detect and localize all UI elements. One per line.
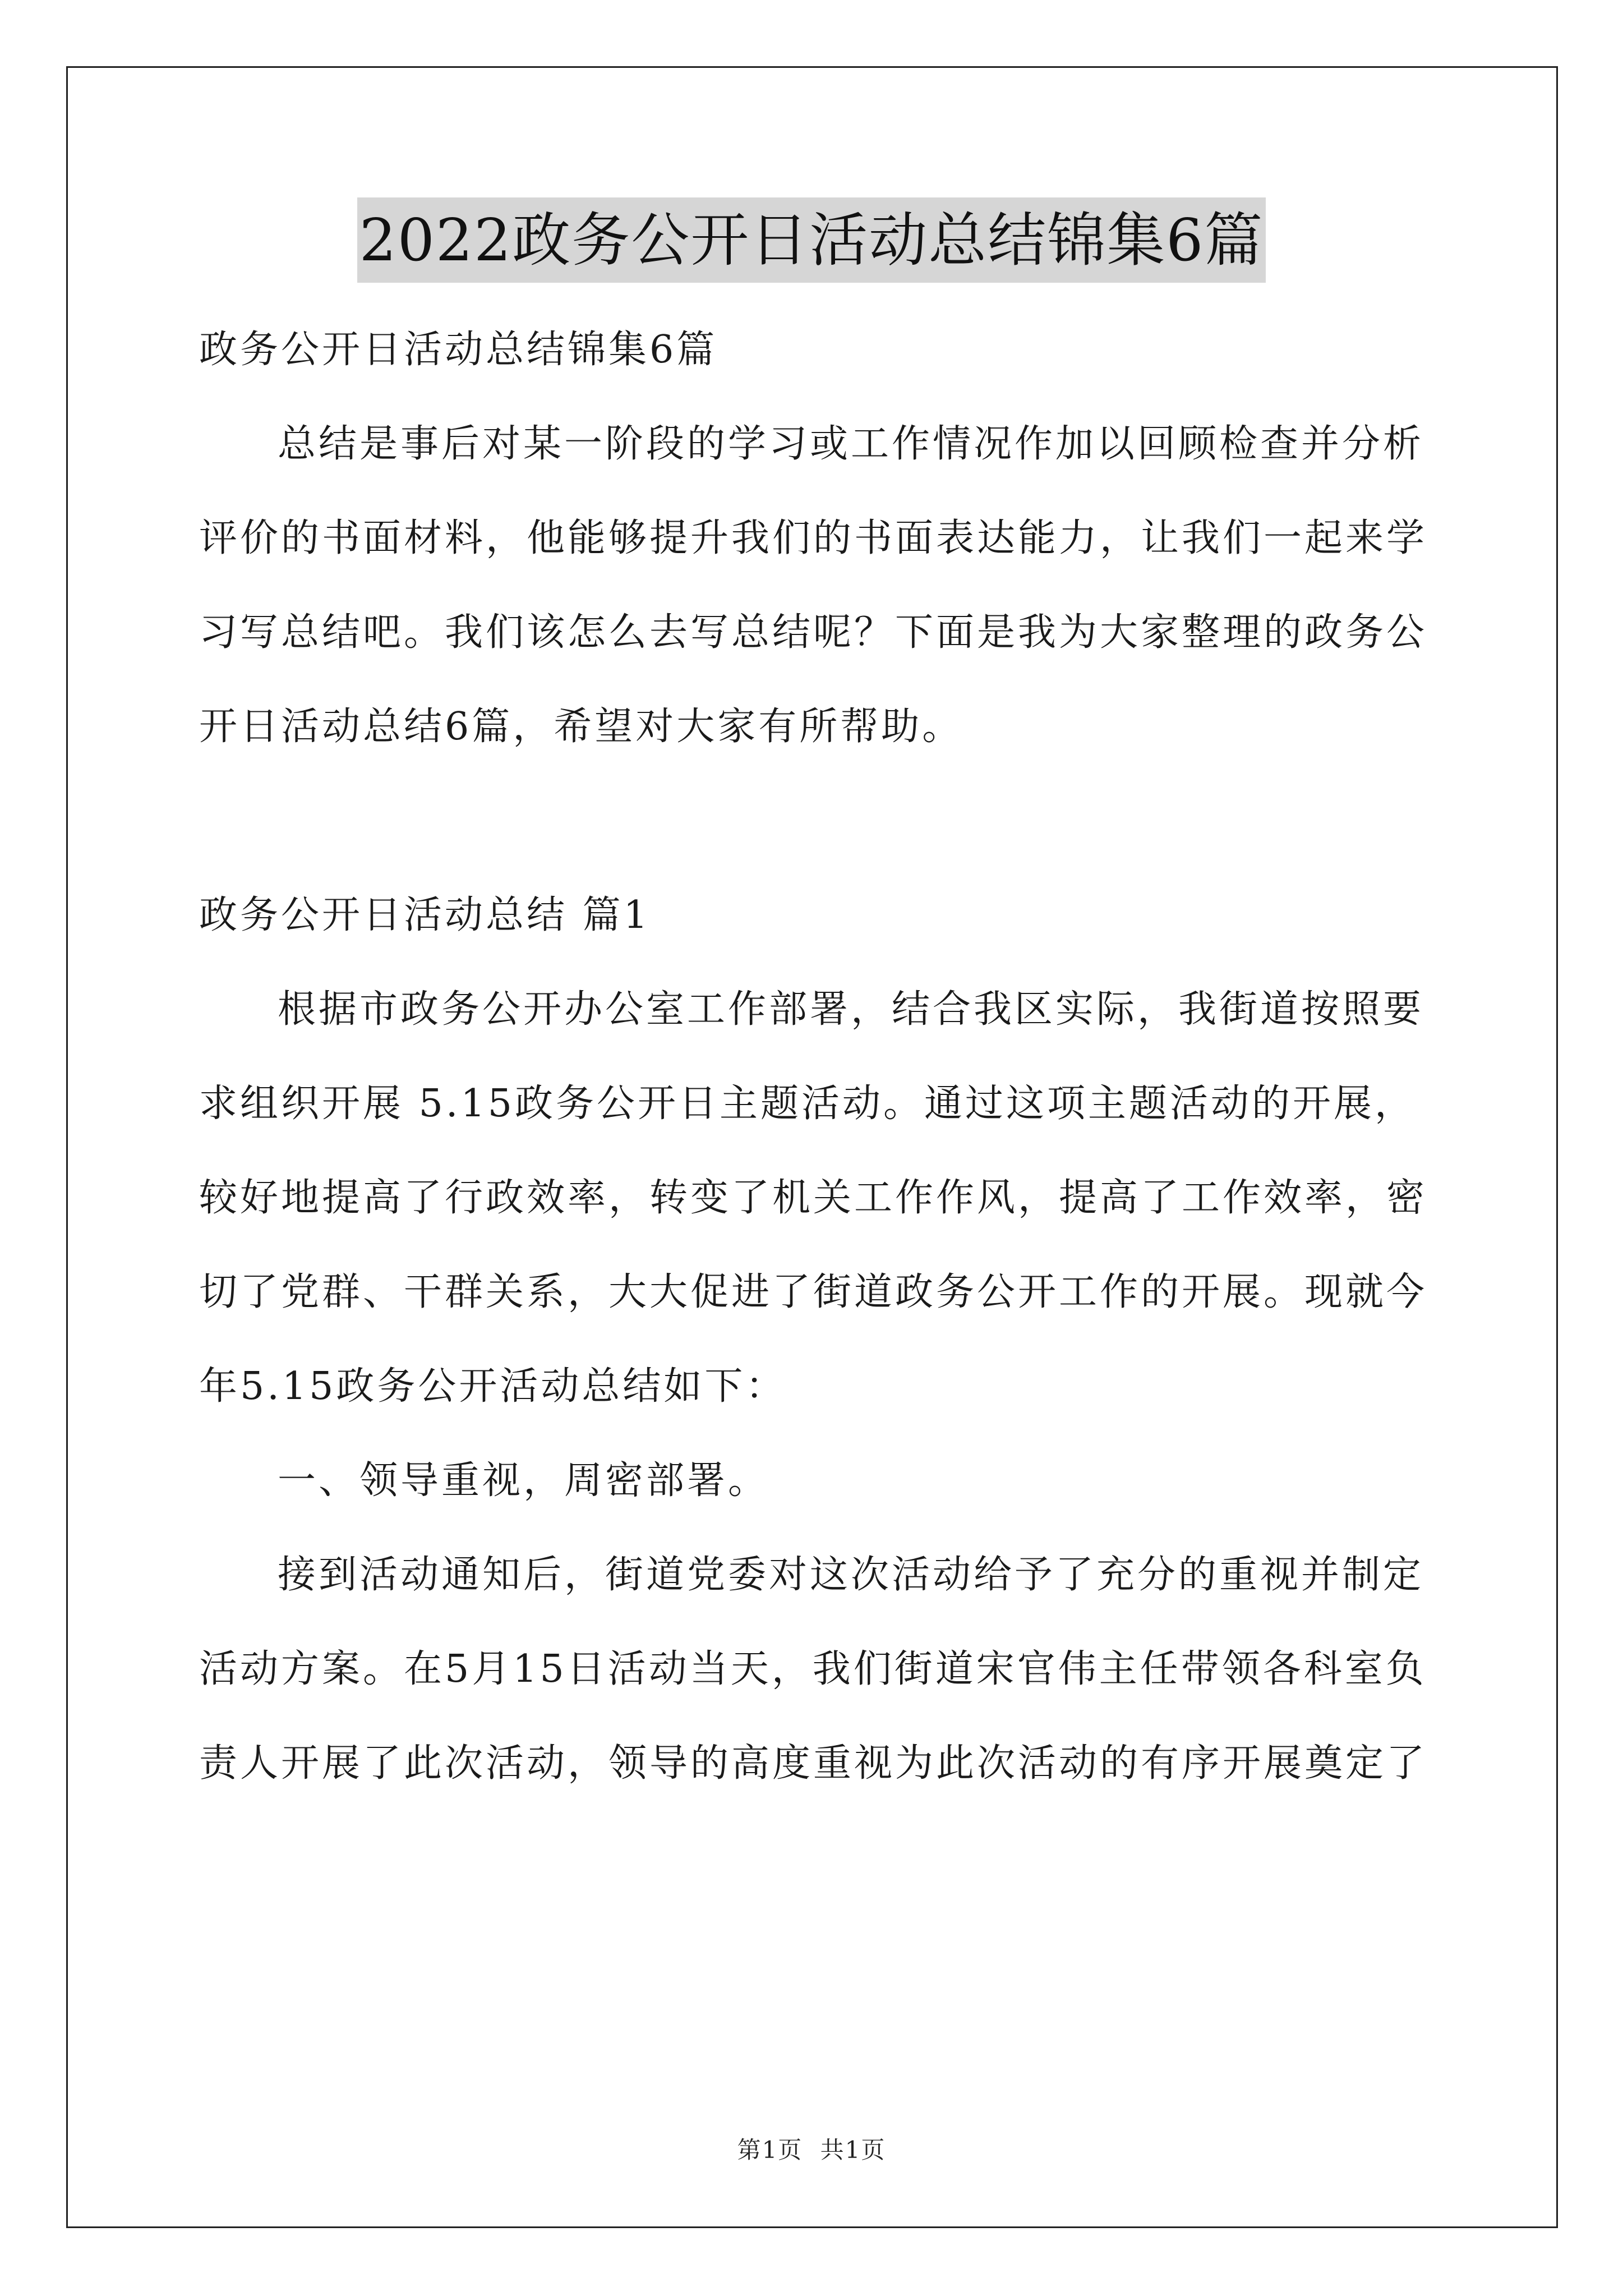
paragraph-line: 责人开展了此次活动，领导的高度重视为此次活动的有序开展奠定了 <box>199 1741 1428 1786</box>
document-subtitle: 政务公开日活动总结锦集6篇 <box>199 328 718 372</box>
paragraph-line: 活动方案。在5月15日活动当天，我们街道宋官伟主任带领各科室负 <box>199 1647 1427 1691</box>
intro-line: 开日活动总结6篇，希望对大家有所帮助。 <box>199 705 963 749</box>
total-pages: 共1页 <box>820 2136 886 2164</box>
page-number: 第1页 <box>737 2136 803 2164</box>
paragraph-line: 求组织开展 5.15政务公开日主题活动。通过这项主题活动的开展， <box>199 1082 1416 1126</box>
section-heading: 政务公开日活动总结 篇1 <box>199 893 651 937</box>
intro-line: 总结是事后对某一阶段的学习或工作情况作加以回顾检查并分析 <box>278 422 1424 466</box>
paragraph-line: 年5.15政务公开活动总结如下： <box>199 1364 787 1409</box>
title-area <box>0 197 1623 283</box>
document-title: 2022政务公开日活动总结锦集6篇 <box>357 197 1266 283</box>
point-heading: 一、领导重视，周密部署。 <box>278 1458 769 1503</box>
paragraph-line: 较好地提高了行政效率，转变了机关工作作风，提高了工作效率，密 <box>199 1176 1428 1220</box>
paragraph-line: 根据市政务公开办公室工作部署，结合我区实际，我街道按照要 <box>278 987 1424 1032</box>
document-body <box>199 303 1436 1811</box>
page-footer <box>0 2132 1623 2165</box>
paragraph-line: 接到活动通知后，街道党委对这次活动给予了充分的重视并制定 <box>278 1553 1424 1597</box>
paragraph-line: 切了党群、干群关系，大大促进了街道政务公开工作的开展。现就今 <box>199 1270 1428 1314</box>
intro-line: 评价的书面材料，他能够提升我们的书面表达能力，让我们一起来学 <box>199 516 1428 560</box>
intro-line: 习写总结吧。我们该怎么去写总结呢？下面是我为大家整理的政务公 <box>199 610 1428 655</box>
